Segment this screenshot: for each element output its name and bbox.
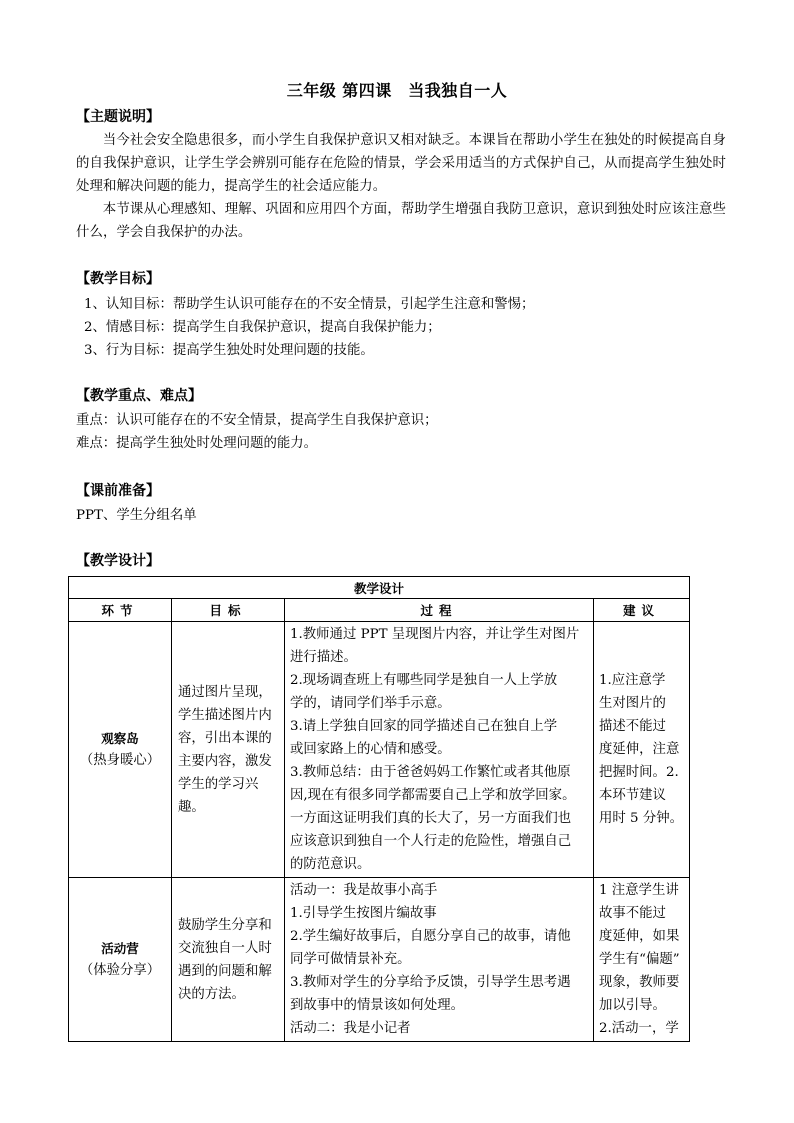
process-line: 活动二：我是小记者 bbox=[290, 1021, 411, 1036]
column-header-process: 过程 bbox=[285, 599, 594, 622]
suggest-line: 1.应注意学 bbox=[599, 673, 666, 688]
process-line: 1.引导学生按图片编故事 bbox=[290, 906, 437, 921]
suggest-line: 现象，教师要 bbox=[599, 975, 680, 990]
theme-paragraph-2: 本节课从心理感知、理解、巩固和应用四个方面，帮助学生增强自我防卫意识，意识到独处时应该注意些什么，学会自我保护的办法。 bbox=[76, 202, 726, 240]
stage-cell bbox=[69, 622, 172, 878]
process-line: 3.教师总结：由于爸爸妈妈工作繁忙或者其他原 bbox=[290, 765, 571, 780]
goal-line: 决的方法。 bbox=[178, 986, 245, 1002]
section-heading-design: 【教学设计】 bbox=[76, 553, 160, 569]
prep-text: PPT、学生分组名单 bbox=[76, 508, 197, 523]
table-row bbox=[69, 622, 690, 878]
suggest-line: 把握时间。2. bbox=[599, 765, 679, 780]
stage-subtitle: （热身暖心） bbox=[79, 752, 161, 768]
process-line: 2.学生编好故事后，自愿分享自己的故事，请他 bbox=[290, 929, 571, 944]
process-line: 学的，请同学们举手示意。 bbox=[290, 696, 451, 711]
suggest-line: 生对图片的 bbox=[599, 696, 666, 711]
keypoint-item-1: 重点：认识可能存在的不安全情景，提高学生自我保护意识； bbox=[76, 413, 438, 428]
page-title: 三年级 第四课 当我独自一人 bbox=[286, 81, 508, 100]
goal-line: 学生的学习兴趣。 bbox=[178, 776, 259, 815]
stage-cell bbox=[69, 878, 172, 1042]
process-line: 因,现在有很多同学都需要自己上学和放学回家。 bbox=[290, 788, 576, 803]
process-line: 活动一：我是故事小高手 bbox=[290, 883, 438, 898]
column-header-stage: 环节 bbox=[69, 599, 172, 622]
goal-cell bbox=[172, 622, 285, 878]
suggest-line: 2.活动一，学 bbox=[599, 1021, 679, 1036]
stage-subtitle: （体验分享） bbox=[79, 962, 161, 978]
process-line: 1.教师通过 PPT 呈现图片内容，并让学生对图片 bbox=[290, 627, 580, 642]
process-line: 2.现场调查班上有哪些同学是独自一人上学放 bbox=[290, 673, 558, 688]
goal-line: 通过图片呈现， bbox=[178, 684, 272, 700]
process-line: 应该意识到独自一个人行走的危险性，增强自己 bbox=[290, 834, 572, 849]
column-header-suggest: 建议 bbox=[594, 599, 690, 622]
section-heading-prep: 【课前准备】 bbox=[76, 483, 160, 499]
suggest-line: 加以引导。 bbox=[599, 998, 666, 1013]
objective-item-3: 3、行为目标：提高学生独处时处理问题的技能。 bbox=[84, 343, 374, 358]
suggest-cell bbox=[594, 878, 690, 1042]
process-line: 同学可做情景补充。 bbox=[290, 952, 411, 967]
goal-line: 交流独自一人时 bbox=[178, 940, 272, 956]
process-line: 一方面这证明我们真的长大了，另一方面我们也 bbox=[290, 811, 572, 826]
process-line: 进行描述。 bbox=[290, 650, 357, 665]
theme-paragraph-1: 当今社会安全隐患很多，而小学生自我保护意识又相对缺乏。本课旨在帮助小学生在独处的时候提高自身的自我保护意识，让学生学会辨别可能存在危险的情景，学会采用适当的方式保护自己，从而提高学生独处时处理和解决问题的能力，提高学生的社会适应能力。 bbox=[76, 133, 726, 194]
process-cell bbox=[285, 622, 594, 878]
suggest-line: 1 注意学生讲 bbox=[599, 883, 679, 898]
objective-item-1: 1、认知目标：帮助学生认识可能存在的不安全情景，引起学生注意和警惕； bbox=[84, 297, 535, 312]
goal-line: 鼓励学生分享和 bbox=[178, 917, 272, 933]
section-heading-theme: 【主题说明】 bbox=[76, 109, 160, 125]
suggest-line: 用时 5 分钟。 bbox=[599, 811, 683, 826]
process-line: 3.请上学独自回家的同学描述自己在独自上学 bbox=[290, 719, 558, 734]
process-line: 的防范意识。 bbox=[290, 857, 371, 872]
keypoint-item-2: 难点：提高学生独处时处理问题的能力。 bbox=[76, 436, 318, 451]
column-header-goal: 目标 bbox=[172, 599, 285, 622]
process-cell bbox=[285, 878, 594, 1042]
process-line: 或回家路上的心情和感受。 bbox=[290, 742, 451, 757]
suggest-line: 学生有“偏题” bbox=[599, 952, 680, 967]
suggest-line: 故事不能过 bbox=[599, 906, 666, 921]
suggest-cell bbox=[594, 622, 690, 878]
stage-name: 观察岛 bbox=[101, 730, 139, 746]
design-table bbox=[68, 576, 690, 1042]
process-line: 3.教师对学生的分享给予反馈，引导学生思考遇 bbox=[290, 975, 571, 990]
table-header-row bbox=[69, 599, 690, 622]
section-heading-keypoints: 【教学重点、难点】 bbox=[76, 388, 202, 404]
process-line: 到故事中的情景该如何处理。 bbox=[290, 998, 465, 1013]
goal-line: 遇到的问题和解 bbox=[178, 963, 272, 979]
table-row bbox=[69, 878, 690, 1042]
suggest-line: 度延伸，注意 bbox=[599, 742, 680, 757]
suggest-line: 描述不能过 bbox=[599, 719, 666, 734]
goal-line: 主要内容，激发 bbox=[178, 753, 272, 769]
objective-item-2: 2、情感目标：提高学生自我保护意识，提高自我保护能力； bbox=[84, 320, 441, 335]
goal-line: 容，引出本课的 bbox=[178, 730, 272, 746]
suggest-line: 本环节建议 bbox=[599, 788, 666, 803]
goal-line: 学生描述图片内 bbox=[178, 707, 272, 723]
table-title: 教学设计 bbox=[69, 577, 690, 599]
section-heading-objectives: 【教学目标】 bbox=[76, 271, 160, 287]
stage-name: 活动营 bbox=[101, 940, 139, 956]
suggest-line: 度延伸，如果 bbox=[599, 929, 680, 944]
goal-cell bbox=[172, 878, 285, 1042]
